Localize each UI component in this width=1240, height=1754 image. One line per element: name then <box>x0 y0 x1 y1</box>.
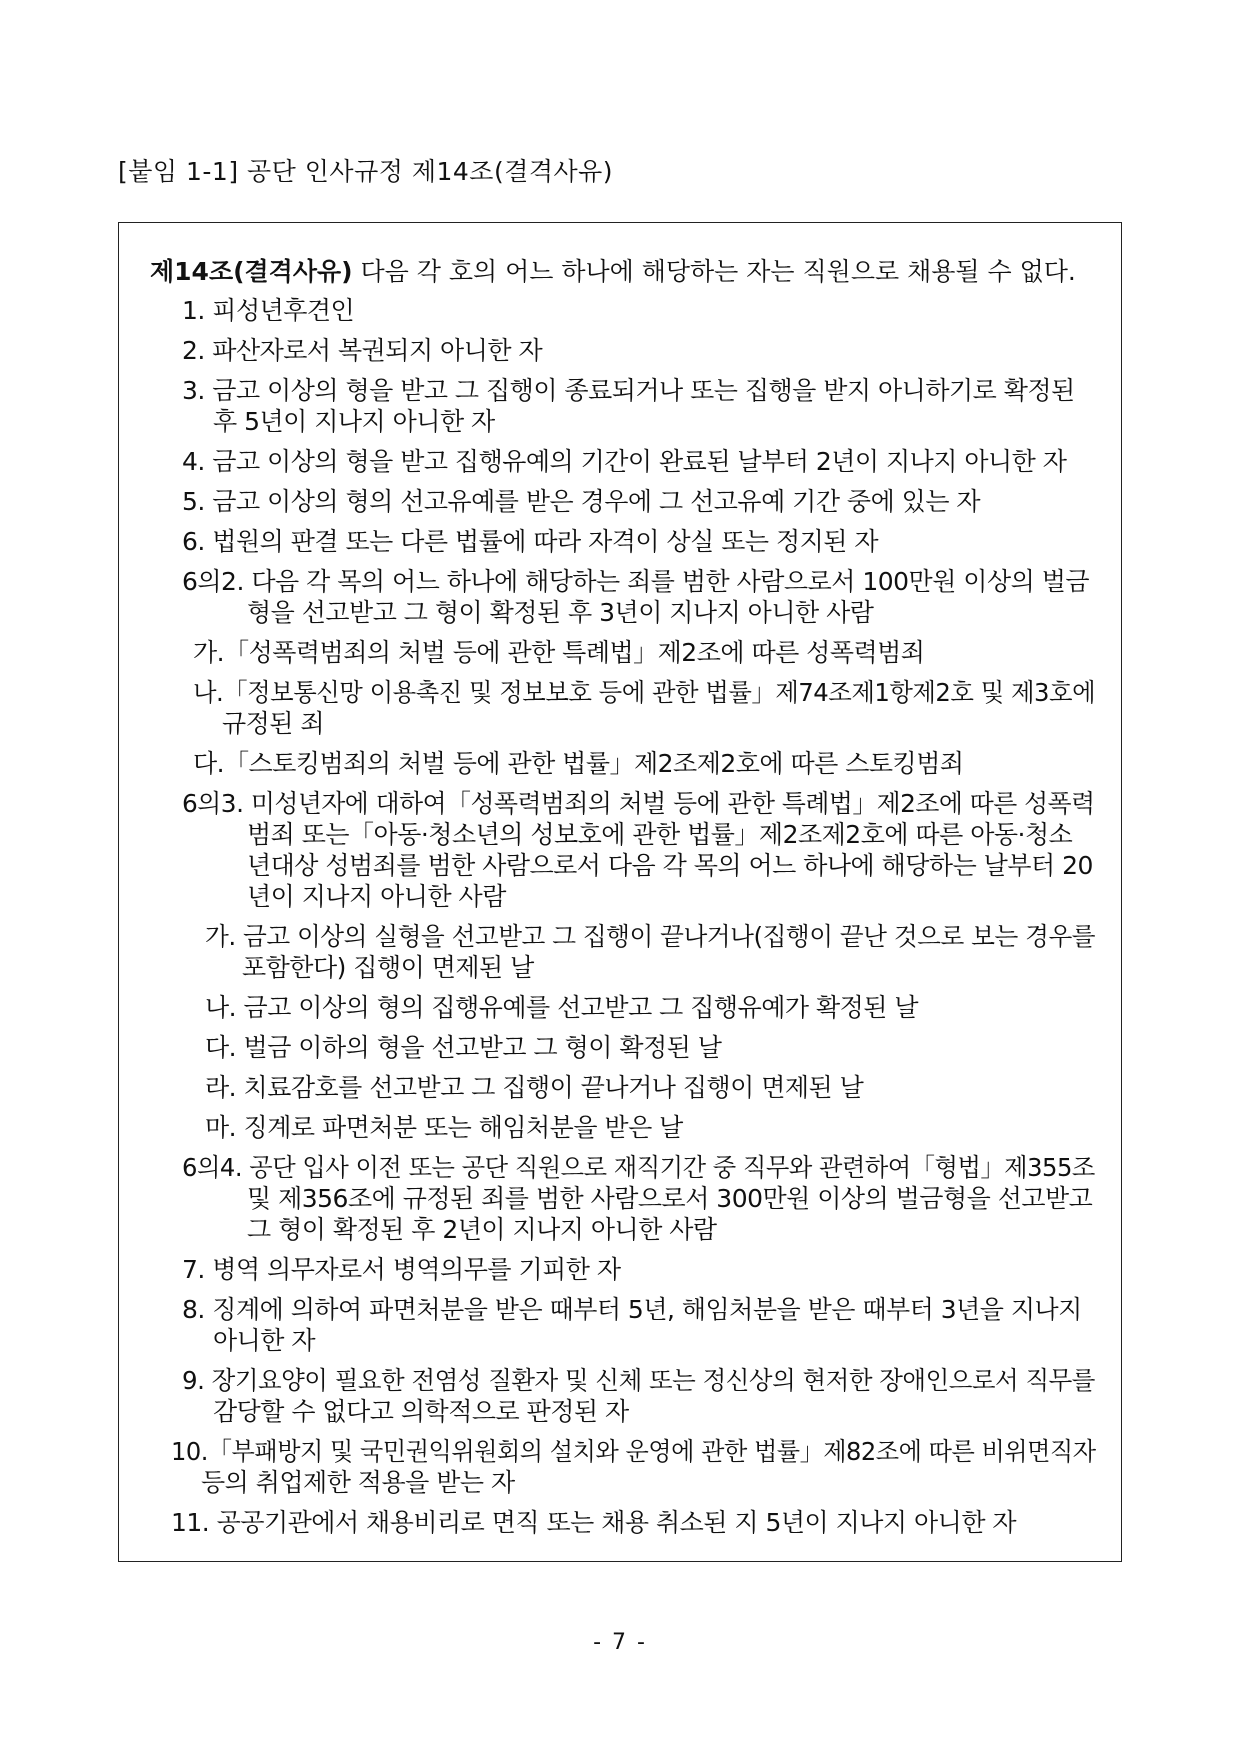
article-line: 6의2. 다음 각 목의 어느 하나에 해당하는 죄를 범한 사람으로서 100만원 이상의 벌금 <box>182 567 1089 596</box>
article-line: 라. 치료감호를 선고받고 그 집행이 끝나거나 집행이 면제된 날 <box>205 1073 864 1102</box>
article-line: 가. 금고 이상의 실형을 선고받고 그 집행이 끝나거나(집행이 끝난 것으로 보는 경우를 <box>205 922 1096 951</box>
article-line: 마. 징계로 파면처분 또는 해임처분을 받은 날 <box>205 1113 683 1142</box>
attachment-header: [붙임 1-1] 공단 인사규정 제14조(결격사유) <box>118 157 614 186</box>
article-line: 등의 취업제한 적용을 받는 자 <box>201 1468 515 1497</box>
article-lead <box>150 257 1076 287</box>
article-line: 범죄 또는「아동·청소년의 성보호에 관한 법률」제2조제2호에 따른 아동·청소 <box>247 820 1073 849</box>
article-line: 나. 금고 이상의 형의 집행유예를 선고받고 그 집행유예가 확정된 날 <box>205 993 919 1022</box>
article-line: 년대상 성범죄를 범한 사람으로서 다음 각 목의 어느 하나에 해당하는 날부터 20 <box>247 851 1093 880</box>
article-line: 다. 벌금 이하의 형을 선고받고 그 형이 확정된 날 <box>205 1033 722 1062</box>
article-line: 나.「정보통신망 이용촉진 및 정보보호 등에 관한 법률」제74조제1항제2호 및 제3호에 <box>193 678 1096 707</box>
article-line: 1. 피성년후견인 <box>182 296 355 325</box>
article-line: 2. 파산자로서 복권되지 아니한 자 <box>182 336 543 365</box>
article-line: 5. 금고 이상의 형의 선고유예를 받은 경우에 그 선고유예 기간 중에 있는 자 <box>182 487 981 516</box>
article-line: 6의4. 공단 입사 이전 또는 공단 직원으로 재직기간 중 직무와 관련하여「형법」제355조 <box>182 1153 1095 1182</box>
article-line: 9. 장기요양이 필요한 전염성 질환자 및 신체 또는 정신상의 현저한 장애인으로서 직무를 <box>182 1366 1095 1395</box>
article-line: 7. 병역 의무자로서 병역의무를 기피한 자 <box>182 1255 621 1284</box>
article-line: 다.「스토킹범죄의 처벌 등에 관한 법률」제2조제2호에 따른 스토킹범죄 <box>193 749 964 778</box>
article-line: 규정된 죄 <box>222 709 325 738</box>
article-line: 4. 금고 이상의 형을 받고 집행유예의 기간이 완료된 날부터 2년이 지나지 아니한 자 <box>182 447 1067 476</box>
article-line: 10.「부패방지 및 국민권익위원회의 설치와 운영에 관한 법률」제82조에 따른 비위면직자 <box>171 1437 1096 1466</box>
page-number: - 7 - <box>593 1630 647 1655</box>
article-line: 그 형이 확정된 후 2년이 지나지 아니한 사람 <box>247 1215 717 1244</box>
article-line: 6의3. 미성년자에 대하여「성폭력범죄의 처벌 등에 관한 특례법」제2조에 따른 성폭력 <box>182 789 1095 818</box>
article-line: 포함한다) 집행이 면제된 날 <box>242 953 534 982</box>
article-line: 가.「성폭력범죄의 처벌 등에 관한 특례법」제2조에 따른 성폭력범죄 <box>193 638 925 667</box>
article-line: 6. 법원의 판결 또는 다른 법률에 따라 자격이 상실 또는 정지된 자 <box>182 527 879 556</box>
article-line: 형을 선고받고 그 형이 확정된 후 3년이 지나지 아니한 사람 <box>247 598 874 627</box>
article-line: 후 5년이 지나지 아니한 자 <box>213 407 495 436</box>
article-line: 11. 공공기관에서 채용비리로 면직 또는 채용 취소된 지 5년이 지나지 아니한 자 <box>171 1508 1017 1537</box>
article-intro: 다음 각 호의 어느 하나에 해당하는 자는 직원으로 채용될 수 없다. <box>360 257 1076 286</box>
article-line: 및 제356조에 규정된 죄를 범한 사람으로서 300만원 이상의 벌금형을 선고받고 <box>247 1184 1093 1213</box>
article-line: 년이 지나지 아니한 사람 <box>247 882 506 911</box>
article-line: 3. 금고 이상의 형을 받고 그 집행이 종료되거나 또는 집행을 받지 아니하기로 확정된 <box>182 376 1075 405</box>
article-line: 감당할 수 없다고 의학적으로 판정된 자 <box>213 1397 629 1426</box>
article-line: 8. 징계에 의하여 파면처분을 받은 때부터 5년, 해임처분을 받은 때부터 3년을 지나지 <box>182 1295 1082 1324</box>
article-title: 제14조(결격사유) <box>150 257 353 286</box>
article-line: 아니한 자 <box>213 1326 316 1355</box>
